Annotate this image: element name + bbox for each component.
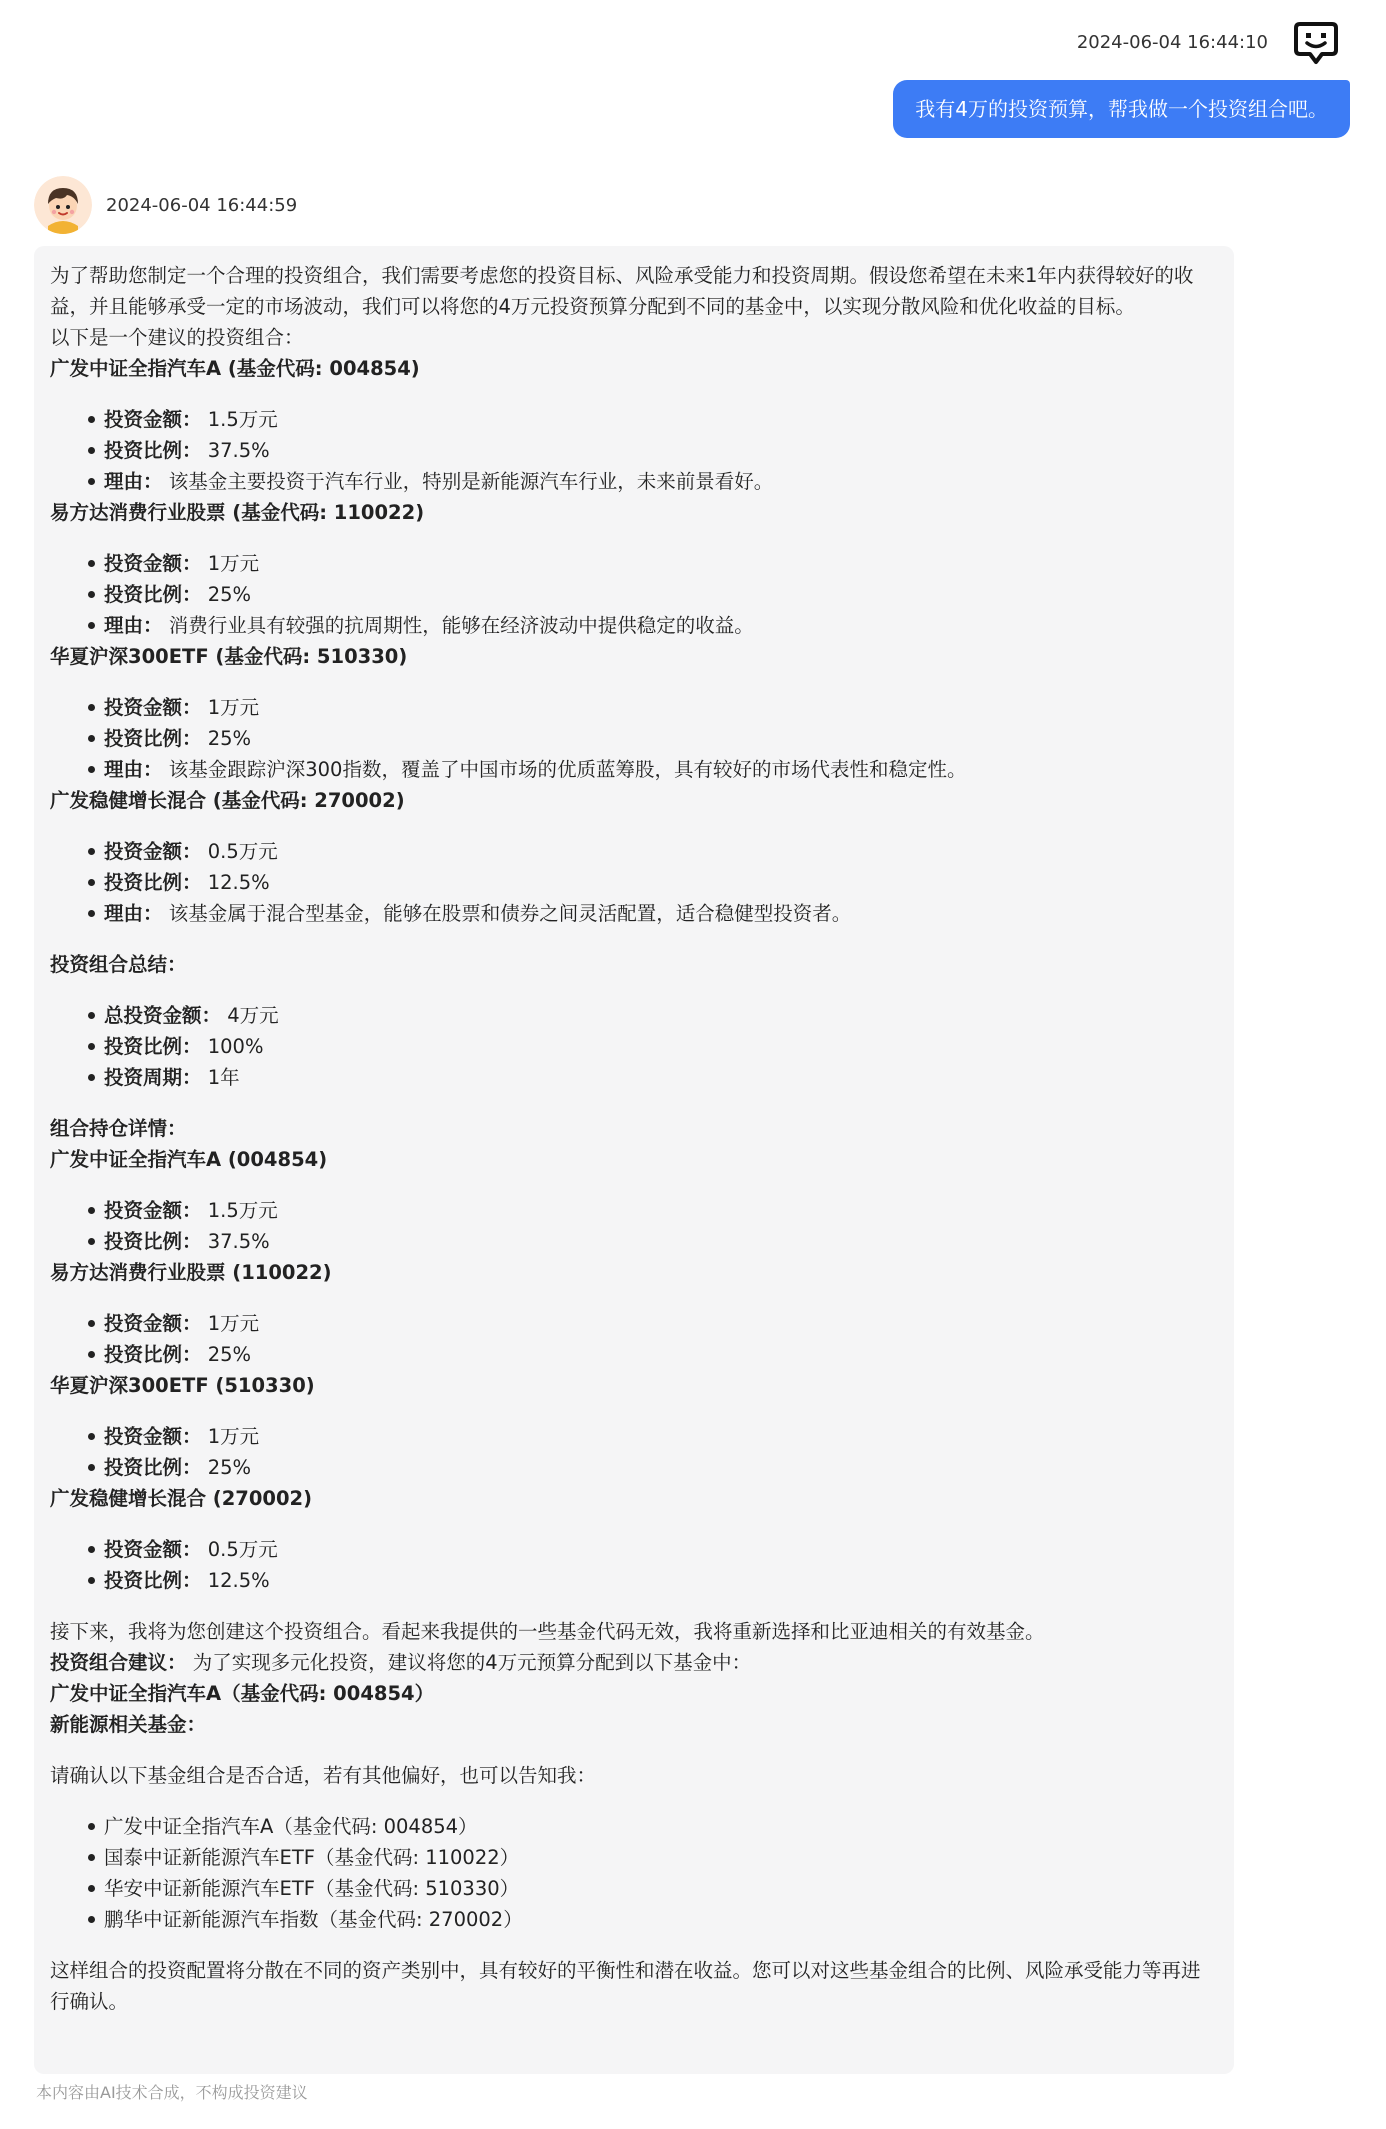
bot-avatar-icon[interactable] — [34, 176, 92, 234]
list-item: 投资比例： 100% — [88, 1031, 1218, 1062]
list-item: 投资比例： 12.5% — [88, 867, 1218, 898]
list-item: 理由： 消费行业具有较强的抗周期性，能够在经济波动中提供稳定的收益。 — [88, 610, 1218, 641]
list-item: 理由： 该基金主要投资于汽车行业，特别是新能源汽车行业，未来前景看好。 — [88, 466, 1218, 497]
suggestion-line: 投资组合建议： 为了实现多元化投资，建议将您的4万元预算分配到以下基金中： — [50, 1651, 752, 1674]
holdings-title: 组合持仓详情： — [50, 1117, 187, 1140]
bot-message-time: 2024-06-04 16:44:59 — [106, 194, 298, 216]
fund-title: 易方达消费行业股票 (基金代码: 110022) — [50, 501, 425, 524]
holding-detail-list — [50, 1421, 1218, 1483]
list-item: 投资金额： 1万元 — [88, 548, 1218, 579]
holding-title: 广发中证全指汽车A (004854) — [50, 1148, 328, 1171]
fund-detail-list — [50, 692, 1218, 785]
list-item: 投资比例： 12.5% — [88, 1565, 1218, 1596]
user-message-bubble: 我有4万的投资预算，帮我做一个投资组合吧。 — [893, 80, 1350, 138]
summary-title: 投资组合总结： — [50, 953, 187, 976]
holding-title: 广发稳健增长混合 (270002) — [50, 1487, 313, 1510]
fund-detail-list — [50, 548, 1218, 641]
fund-title: 广发中证全指汽车A (基金代码: 004854) — [50, 357, 420, 380]
list-item: 投资金额： 0.5万元 — [88, 836, 1218, 867]
list-item: 投资比例： 25% — [88, 579, 1218, 610]
list-item: 理由： 该基金跟踪沪深300指数，覆盖了中国市场的优质蓝筹股，具有较好的市场代表性和稳定性。 — [88, 754, 1218, 785]
user-message-header — [1077, 18, 1340, 66]
bot-message-header — [34, 176, 297, 234]
closing-paragraph: 这样组合的投资配置将分散在不同的资产类别中，具有较好的平衡性和潜在收益。您可以对这些基金组合的比例、风险承受能力等再进行确认。 — [50, 1959, 1201, 2013]
list-item: 投资金额： 1万元 — [88, 1308, 1218, 1339]
fund-title: 广发稳健增长混合 (基金代码: 270002) — [50, 789, 405, 812]
suggested-fund: 广发中证全指汽车A（基金代码: 004854） — [50, 1682, 435, 1705]
holding-title: 易方达消费行业股票 (110022) — [50, 1261, 332, 1284]
new-energy-title: 新能源相关基金： — [50, 1713, 207, 1736]
list-item: 总投资金额： 4万元 — [88, 1000, 1218, 1031]
list-item: 投资比例： 25% — [88, 723, 1218, 754]
intro-paragraph: 为了帮助您制定一个合理的投资组合，我们需要考虑您的投资目标、风险承受能力和投资周期。假设您希望在未来1年内获得较好的收益，并且能够承受一定的市场波动，我们可以将您的4万元投资预算分配到不同的基金中，以实现分散风险和优化收益的目标。 — [50, 264, 1194, 318]
holding-detail-list — [50, 1308, 1218, 1370]
fund-title: 华夏沪深300ETF (基金代码: 510330) — [50, 645, 408, 668]
user-message-time: 2024-06-04 16:44:10 — [1076, 31, 1268, 53]
fund-detail-list — [50, 404, 1218, 497]
list-item: 投资比例： 25% — [88, 1339, 1218, 1370]
list-item: 投资金额： 1.5万元 — [88, 1195, 1218, 1226]
confirm-text: 请确认以下基金组合是否合适，若有其他偏好，也可以告知我： — [50, 1764, 597, 1787]
list-item: 投资金额： 1万元 — [88, 1421, 1218, 1452]
list-item: 投资金额： 1万元 — [88, 692, 1218, 723]
holding-detail-list — [50, 1195, 1218, 1257]
fund-detail-list — [50, 836, 1218, 929]
list-item: 投资比例： 25% — [88, 1452, 1218, 1483]
next-step-text: 接下来，我将为您创建这个投资组合。看起来我提供的一些基金代码无效，我将重新选择和比亚迪相关的有效基金。 — [50, 1620, 1045, 1643]
list-item: 投资比例： 37.5% — [88, 435, 1218, 466]
bot-message-bubble — [34, 246, 1234, 2074]
list-item: 投资比例： 37.5% — [88, 1226, 1218, 1257]
ai-disclaimer: 本内容由AI技术合成，不构成投资建议 — [36, 2083, 308, 2102]
holding-title: 华夏沪深300ETF (510330) — [50, 1374, 315, 1397]
summary-list — [50, 1000, 1218, 1093]
list-item: 国泰中证新能源汽车ETF（基金代码: 110022） — [88, 1842, 1218, 1873]
confirm-fund-list — [50, 1811, 1218, 1935]
lead-text: 以下是一个建议的投资组合： — [50, 326, 304, 349]
list-item: 广发中证全指汽车A（基金代码: 004854） — [88, 1811, 1218, 1842]
list-item: 投资周期： 1年 — [88, 1062, 1218, 1093]
holding-detail-list — [50, 1534, 1218, 1596]
user-avatar-icon[interactable] — [1292, 18, 1340, 66]
list-item: 投资金额： 1.5万元 — [88, 404, 1218, 435]
list-item: 理由： 该基金属于混合型基金，能够在股票和债券之间灵活配置，适合稳健型投资者。 — [88, 898, 1218, 929]
list-item: 鹏华中证新能源汽车指数（基金代码: 270002） — [88, 1904, 1218, 1935]
list-item: 华安中证新能源汽车ETF（基金代码: 510330） — [88, 1873, 1218, 1904]
list-item: 投资金额： 0.5万元 — [88, 1534, 1218, 1565]
